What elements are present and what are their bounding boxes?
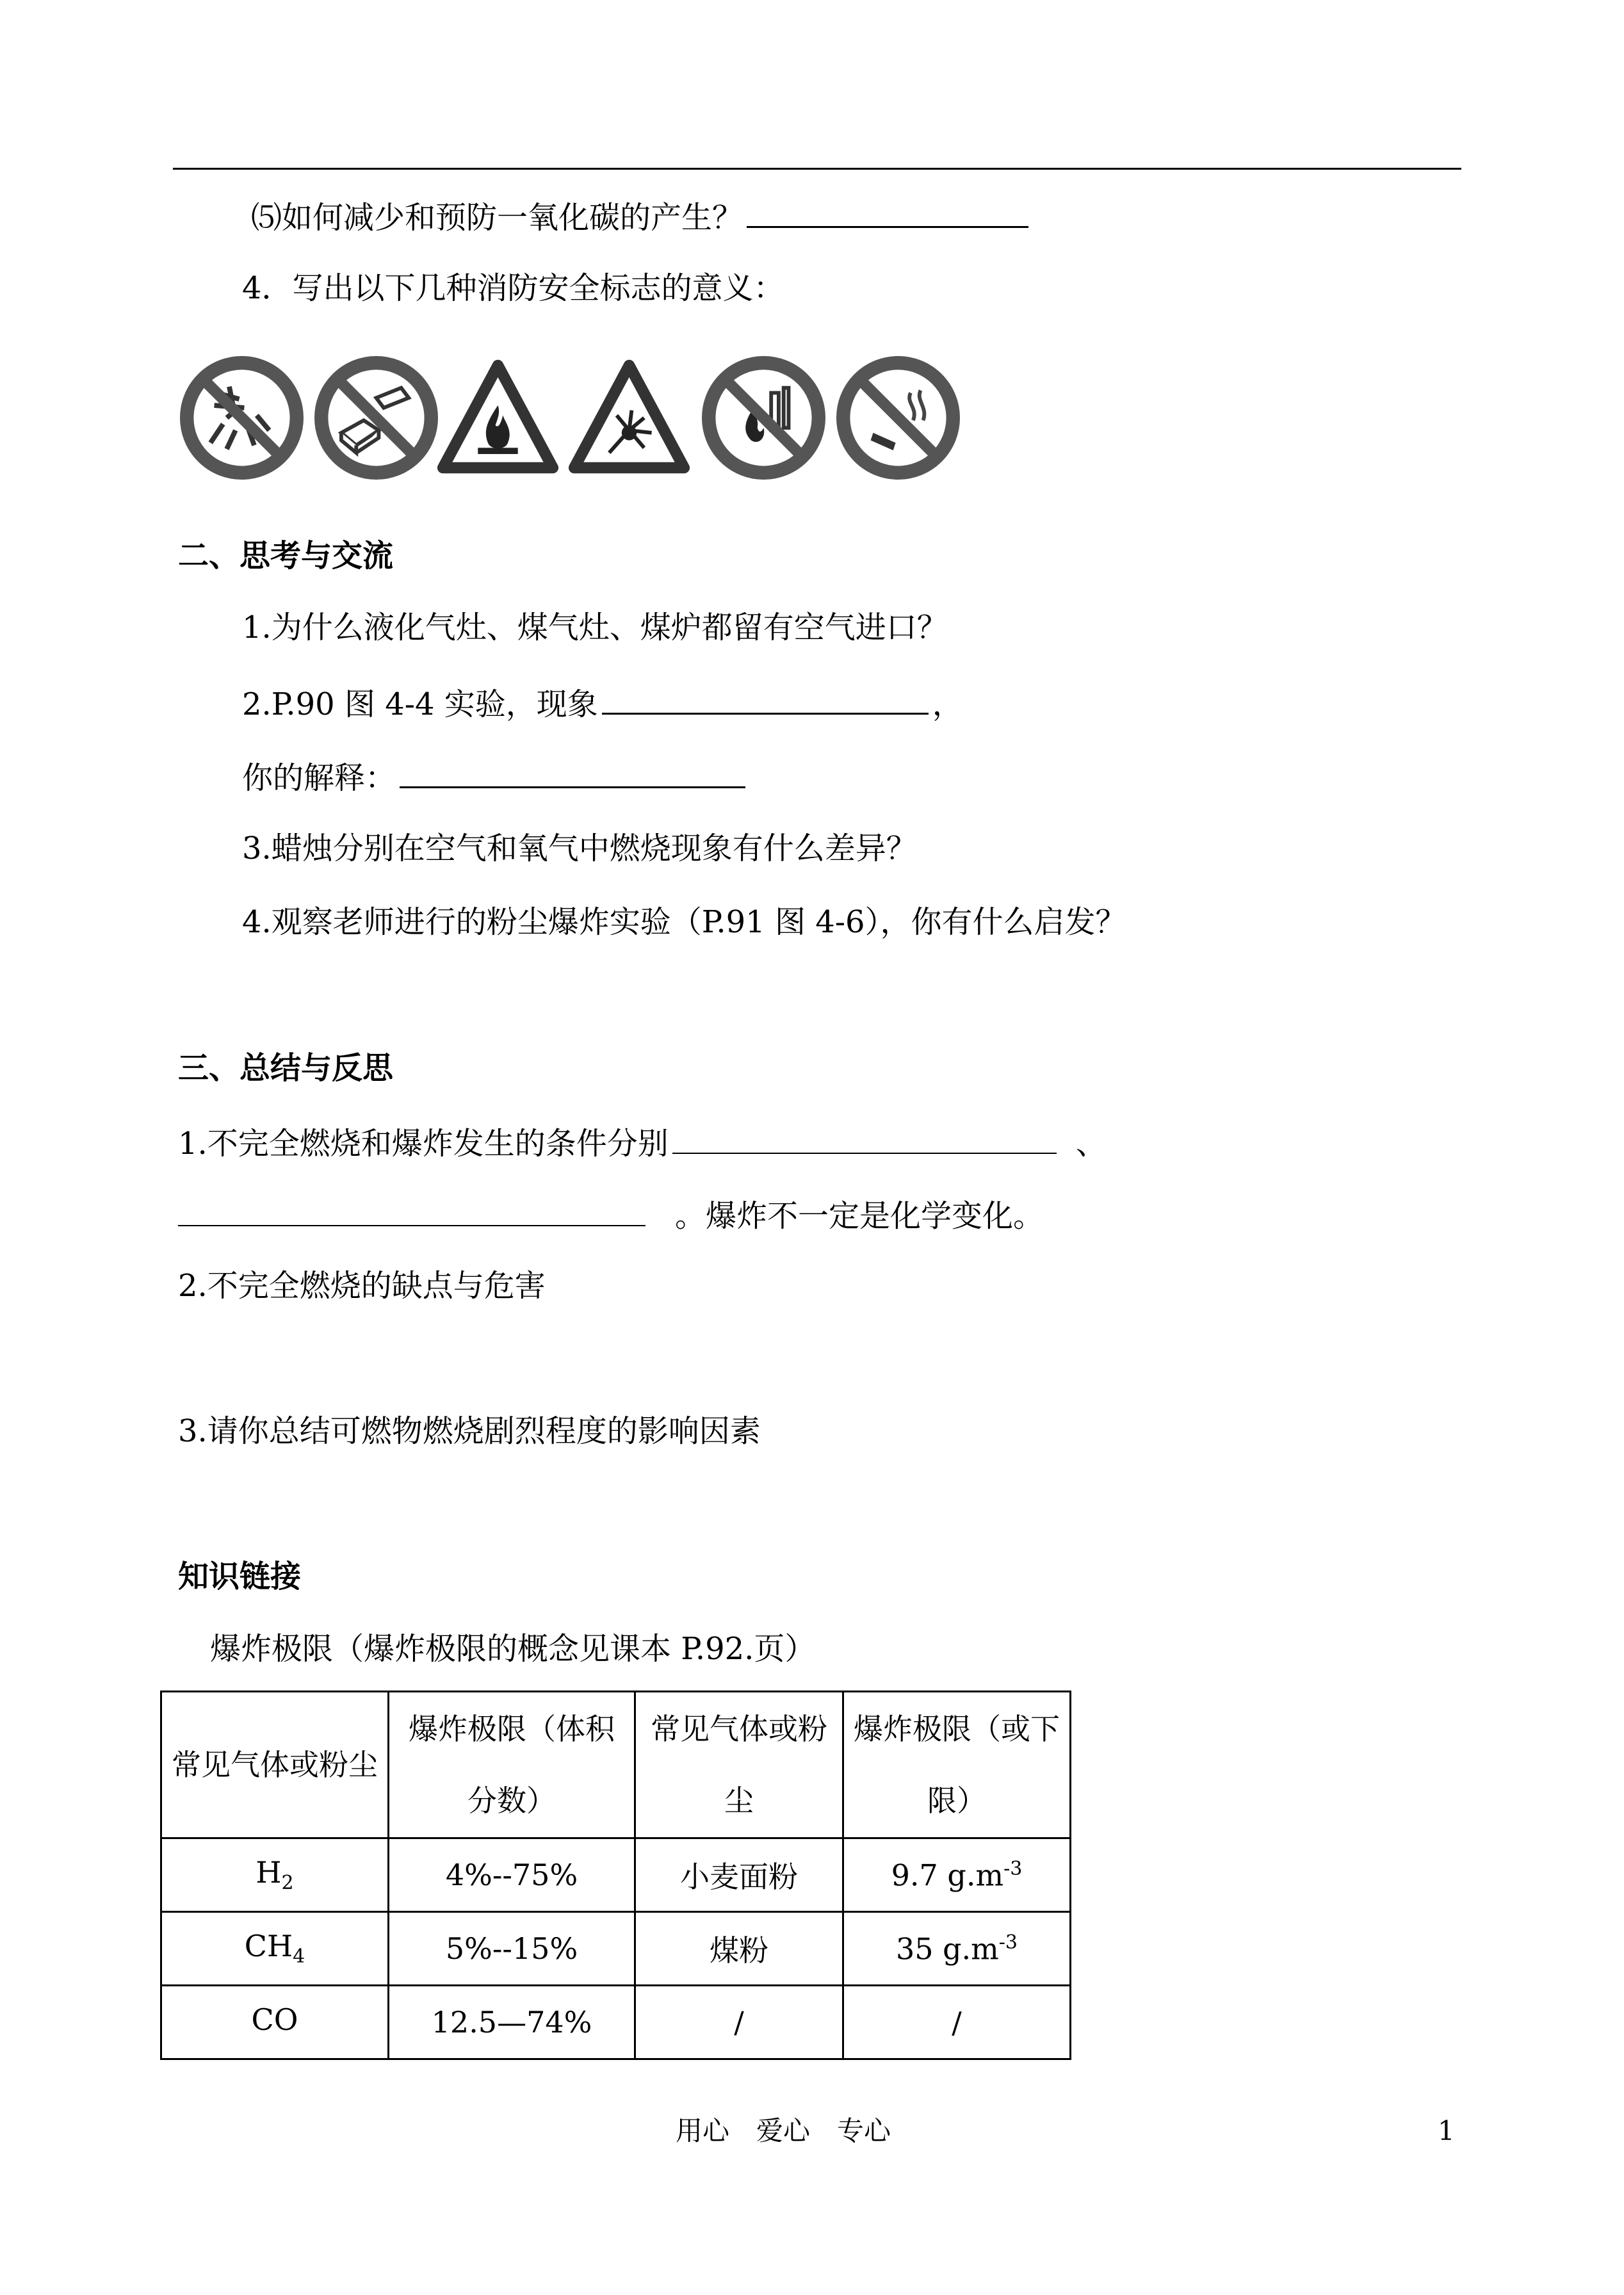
section-3-heading: 三、总结与反思: [178, 1050, 394, 1086]
table-header-cell: 爆炸极限（或下限）: [843, 1692, 1071, 1838]
table-row: [161, 1838, 1071, 1912]
table-row: [161, 1912, 1071, 1986]
table-header-row: [161, 1692, 1071, 1838]
table-header-cell: 常见气体或粉尘: [635, 1692, 843, 1838]
question-4: 4．写出以下几种消防安全标志的意义：: [242, 270, 784, 306]
section-2-q1: 1.为什么液化气灶、煤气灶、煤炉都留有空气进口？: [242, 610, 948, 645]
limit-cell: 4%--75%: [389, 1838, 635, 1912]
dust-cell: /: [635, 1986, 843, 2059]
no-smoking-icon: [836, 355, 961, 480]
section-3-s2: 2.不完全燃烧的缺点与危害: [178, 1268, 546, 1304]
explosive-warning-icon: [567, 355, 692, 480]
section-2-heading: 二、思考与交流: [178, 538, 394, 574]
no-matches-icon: [314, 355, 439, 480]
section-2-q2: 2.P.90 图 4-4 实验，现象 ，: [242, 682, 963, 724]
answer-blank: [400, 756, 745, 788]
answer-blank: [747, 195, 1028, 228]
explosion-limit-table: [160, 1691, 1071, 2060]
answer-blank: [672, 1122, 1057, 1154]
knowledge-heading: 知识链接: [178, 1559, 302, 1594]
limit-cell: 12.5—74%: [389, 1986, 635, 2059]
section-2-q4: 4.观察老师进行的粉尘爆炸实验（P.91 图 4-6），你有什么启发？: [242, 904, 1126, 940]
table-header-cell: 爆炸极限（体积分数）: [389, 1692, 635, 1838]
knowledge-intro: 爆炸极限（爆炸极限的概念见课本 P.92.页）: [210, 1631, 816, 1667]
limit-cell: 5%--15%: [389, 1912, 635, 1986]
section-3-s1-cont: 。爆炸不一定是化学变化。: [178, 1194, 1044, 1235]
footer-motto: 用心 爱心 专心: [676, 2115, 891, 2146]
answer-blank: [178, 1194, 646, 1226]
question-5: ⑸如何减少和预防一氧化碳的产生？: [251, 195, 1032, 237]
table-header-cell: 常见气体或粉尘: [161, 1692, 389, 1838]
dust-limit-cell: /: [843, 1986, 1071, 2059]
answer-blank: [602, 682, 929, 715]
header-rule: [173, 168, 1461, 170]
gas-cell: CO: [161, 1986, 389, 2059]
dust-cell: 小麦面粉: [635, 1838, 843, 1912]
page-number: 1: [1438, 2115, 1455, 2146]
no-open-flame-icon: [701, 355, 826, 480]
section-2-explain: 你的解释：: [242, 756, 749, 797]
table-row: [161, 1986, 1071, 2059]
gas-cell: $CH_4$: [161, 1912, 389, 1986]
dust-limit-cell: 35 $g.m^{-3}$: [843, 1912, 1071, 1986]
flammable-warning-icon: [435, 355, 560, 480]
section-2-q3: 3.蜡烛分别在空气和氧气中燃烧现象有什么差异？: [242, 831, 917, 866]
safety-signs-row: [179, 355, 973, 490]
dust-limit-cell: 9.7 $g.m^{-3}$: [843, 1838, 1071, 1912]
dust-cell: 煤粉: [635, 1912, 843, 1986]
no-firewood-icon: [179, 355, 304, 480]
gas-cell: $H_2$: [161, 1838, 389, 1912]
section-3-s3: 3.请你总结可燃物燃烧剧烈程度的影响因素: [178, 1413, 761, 1449]
section-3-s1: 1.不完全燃烧和爆炸发生的条件分别 、: [178, 1122, 1107, 1163]
